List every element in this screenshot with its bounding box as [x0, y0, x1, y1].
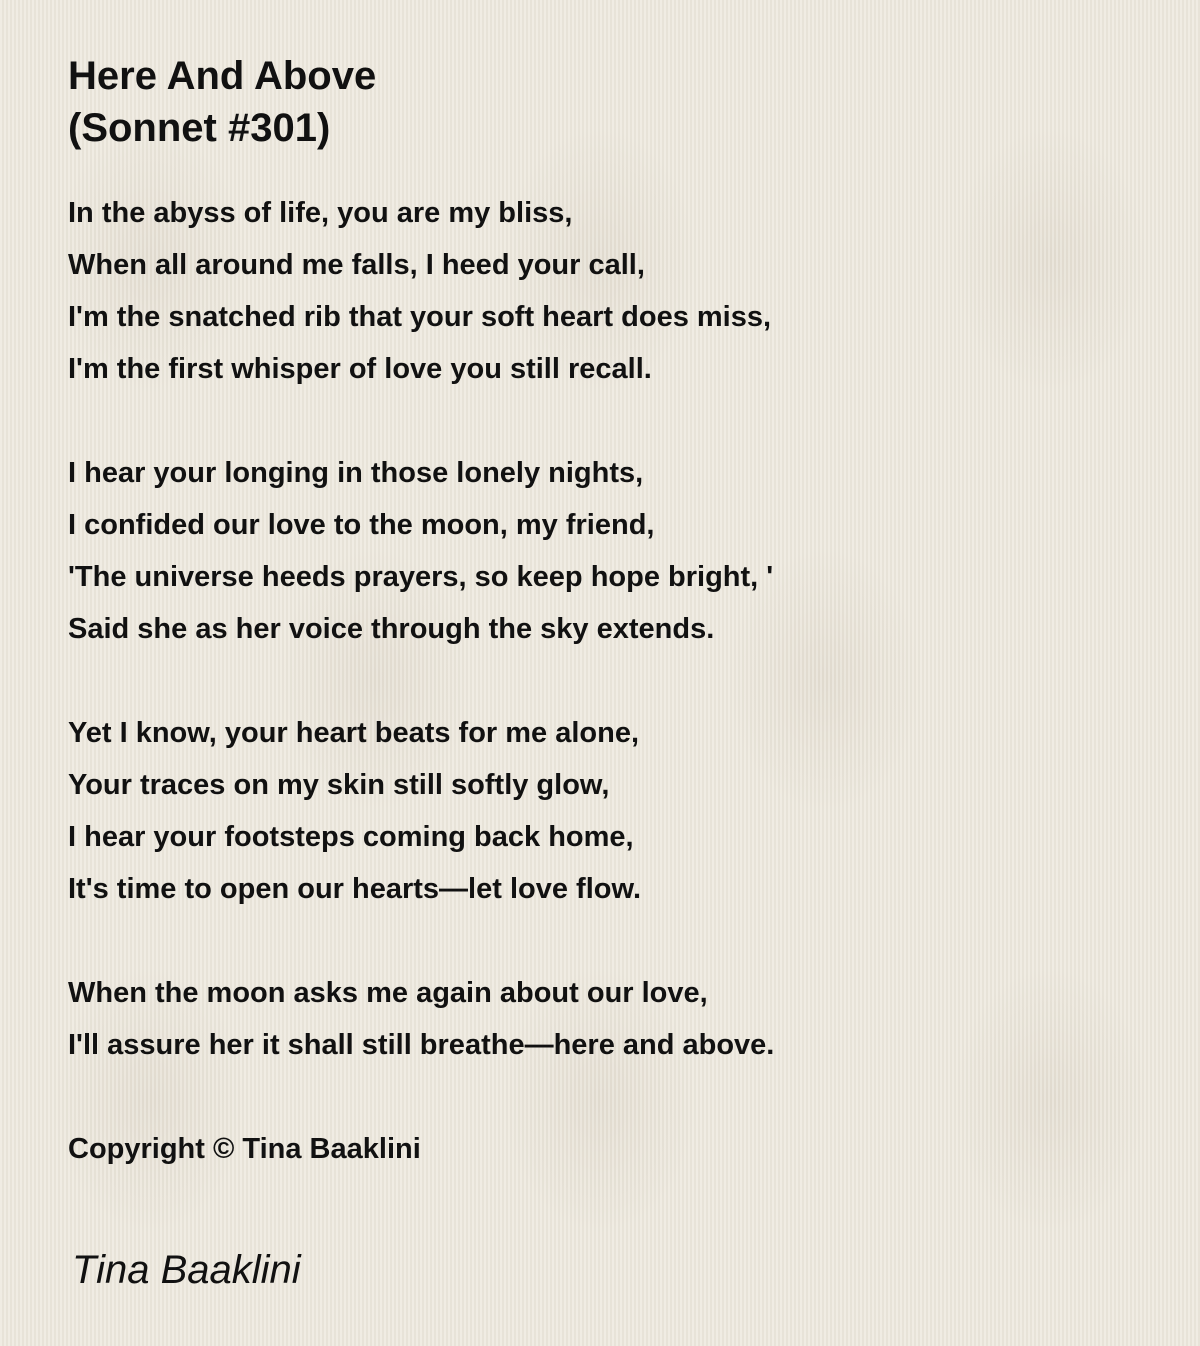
stanza-3 — [68, 707, 1128, 915]
poem-page — [68, 50, 1128, 1175]
poem-line: It's time to open our hearts—let love flow. — [68, 873, 642, 905]
poem-line: I'll assure her it shall still breathe—here and above. — [68, 1029, 775, 1061]
poem-line: 'The universe heeds prayers, so keep hope bright, ' — [68, 561, 774, 593]
poem-line: Your traces on my skin still softly glow, — [68, 769, 610, 801]
stanza-2 — [68, 447, 1128, 655]
copyright-notice: Copyright © Tina Baaklini — [68, 1133, 421, 1165]
poem-title — [68, 50, 1128, 154]
poem-line: I'm the snatched rib that your soft heart does miss, — [68, 301, 772, 333]
author-signature: Tina Baaklini — [72, 1248, 301, 1292]
poem-line: When all around me falls, I heed your call, — [68, 249, 645, 281]
poem-line: Yet I know, your heart beats for me alone, — [68, 717, 640, 749]
poem-line: In the abyss of life, you are my bliss, — [68, 197, 573, 229]
poem-line: I'm the first whisper of love you still recall. — [68, 353, 652, 385]
poem-line: I confided our love to the moon, my friend, — [68, 509, 655, 541]
poem-title-line-1: Here And Above — [68, 54, 377, 98]
poem-line: I hear your longing in those lonely nights, — [68, 457, 644, 489]
poem-body — [68, 187, 1128, 1071]
poem-line: Said she as her voice through the sky extends. — [68, 613, 715, 645]
poem-line: I hear your footsteps coming back home, — [68, 821, 634, 853]
poem-title-line-2: (Sonnet #301) — [68, 106, 331, 150]
stanza-1 — [68, 187, 1128, 395]
poem-line: When the moon asks me again about our love, — [68, 977, 708, 1009]
stanza-4 — [68, 967, 1128, 1071]
